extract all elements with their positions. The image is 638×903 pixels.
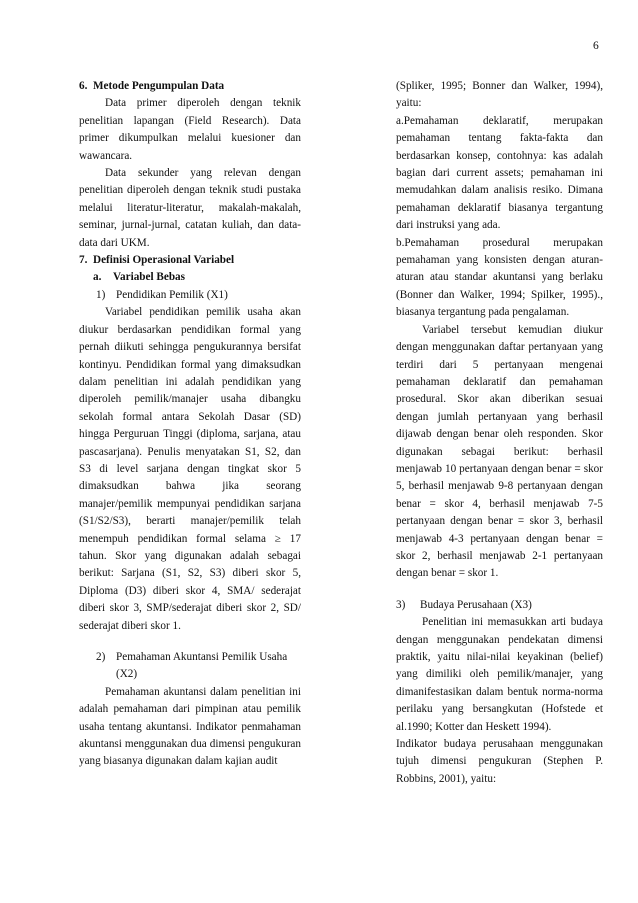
paragraph: Variabel pendidikan pemilik usaha akan diukur berdasarkan pendidikan formal yang pernah diikuti sehingga pengukurannya bersifat kontinyu. Pendidikan formal yang dimaksudkan dalam penelitian ini adalah pendidikan yang diperoleh pemilik/manajer usaha dibangku sekolah formal antara Sekolah Dasar (SD) hingga Perguruan Tinggi (diploma, sarjana, atau pascasarjana). Penulis menyatakan S1, S2, dan S3 di level sarjana dengan tingkat skor 5 dimaksudkan bahwa jika seorang manajer/pemilik mempunyai pendidikan sarjana (S1/S2/S3), berarti manajer/pemilik telah menempuh pendidikan formal selama ≥ 17 tahun. Skor yang digunakan adalah sebagai berikut: Sarjana (S1, S2, S3) diberi skor 5, Diploma (D3) diberi skor 4, SMA/ sederajat diberi skor 3, SMP/sederajat diberi skor 2, SD/ sederajat diberi skor 1. — [79, 306, 301, 632]
section-6-heading — [79, 78, 301, 95]
page-number: 6 — [593, 40, 599, 52]
section-title: Metode Pengumpulan Data — [93, 80, 225, 92]
paragraph: Data primer diperoleh dengan teknik penelitian lapangan (Field Research). Data primer dikumpulkan melalui kuesioner dan wawancara. — [79, 97, 301, 162]
list-item-heading — [96, 287, 301, 304]
subsection-heading — [93, 269, 301, 286]
subsection-title: Variabel Bebas — [113, 271, 186, 284]
section-number: 6. — [79, 80, 88, 92]
paragraph: Indikator budaya perusahaan menggunakan tujuh dimensi pengukuran (Stephen P. Robbins, 2001), yaitu: — [396, 738, 603, 785]
paragraph: Variabel tersebut kemudian diukur dengan menggunakan daftar pertanyaan yang terdiri dari 5 pertanyaan mengenai pemahaman deklaratif dan pemahaman prosedural. Skor akan diberikan sesuai dengan jumlah pertanyaan yang berhasil dijawab dengan benar oleh responden. Skor digunakan sebagai berikut: berhasil menjawab 10 pertanyaan dengan benar = skor 5, berhasil menjawab 9-8 pertanyaan dengan benar = skor 4, berhasil menjawab 7-5 pertanyaan dengan benar = skor 3, berhasil menjawab 4-3 pertanyaan dengan benar = skor 2, berhasil menjawab 2-1 pertanyaan dengan benar = skor 1. — [396, 323, 603, 580]
item-title: Budaya Perusahaan (X3) — [420, 598, 532, 611]
item-title: Pendidikan Pemilik (X1) — [116, 288, 228, 301]
paragraph: a.Pemahaman deklaratif, merupakan pemahaman tentang fakta-fakta dan berdasarkan konsep, contohnya: kas adalah bagian dari current assets; pemahaman ini memudahkan dalam analisis resiko. Dimana pemahaman deklaratif biasanya tergantung dari instruksi yang ada. — [396, 114, 603, 232]
paragraph: (Spliker, 1995; Bonner dan Walker, 1994), yaitu: — [396, 80, 603, 110]
paragraph: b.Pemahaman prosedural merupakan pemahaman yang konsisten dengan aturan-aturan atau standar akuntansi yang berlaku (Bonner dan Walker, 1994; Spilker, 1995)., biasanya tergantung pada pengalaman. — [396, 236, 603, 319]
section-number: 7. — [79, 254, 88, 267]
item-label: 1) — [96, 288, 106, 301]
left-column — [79, 78, 301, 771]
item-label: 3) — [396, 598, 406, 611]
list-item-heading — [96, 649, 301, 684]
section-title: Definisi Operasional Variabel — [93, 254, 235, 267]
section-7-heading — [79, 252, 301, 269]
paragraph: Pemahaman akuntansi dalam penelitian ini adalah pemahaman dari pimpinan atau pemilik usaha tentang akuntansi. Indikator penmahaman akuntansi menggunakan dua dimensi pengukuran yang biasanya digunakan dalam kajian audit — [79, 685, 301, 768]
item-label: 2) — [96, 651, 106, 663]
item-title: Pemahaman Akuntansi Pemilik Usaha (X2) — [116, 651, 288, 681]
right-column — [396, 78, 603, 788]
paragraph: Penelitian ini memasukkan arti budaya dengan menggunakan pendekatan dimensi praktik, yaitu nilai-nilai keyakinan (belief) yang dimiliki oleh pemilik/manajer, yang dimanifestasikan dalam bentuk norma-norma perilaku yang bersangkutan (Hofstede et al.1990; Kotter dan Heskett 1994). — [396, 616, 603, 733]
list-item-heading — [396, 597, 603, 614]
paragraph: Data sekunder yang relevan dengan penelitian diperoleh dengan teknik studi pustaka melalui literatur-literatur, makalah-makalah, seminar, jurnal-jurnal, catatan kuliah, dan data-data dari UKM. — [79, 167, 301, 249]
subsection-label: a. — [93, 271, 102, 284]
